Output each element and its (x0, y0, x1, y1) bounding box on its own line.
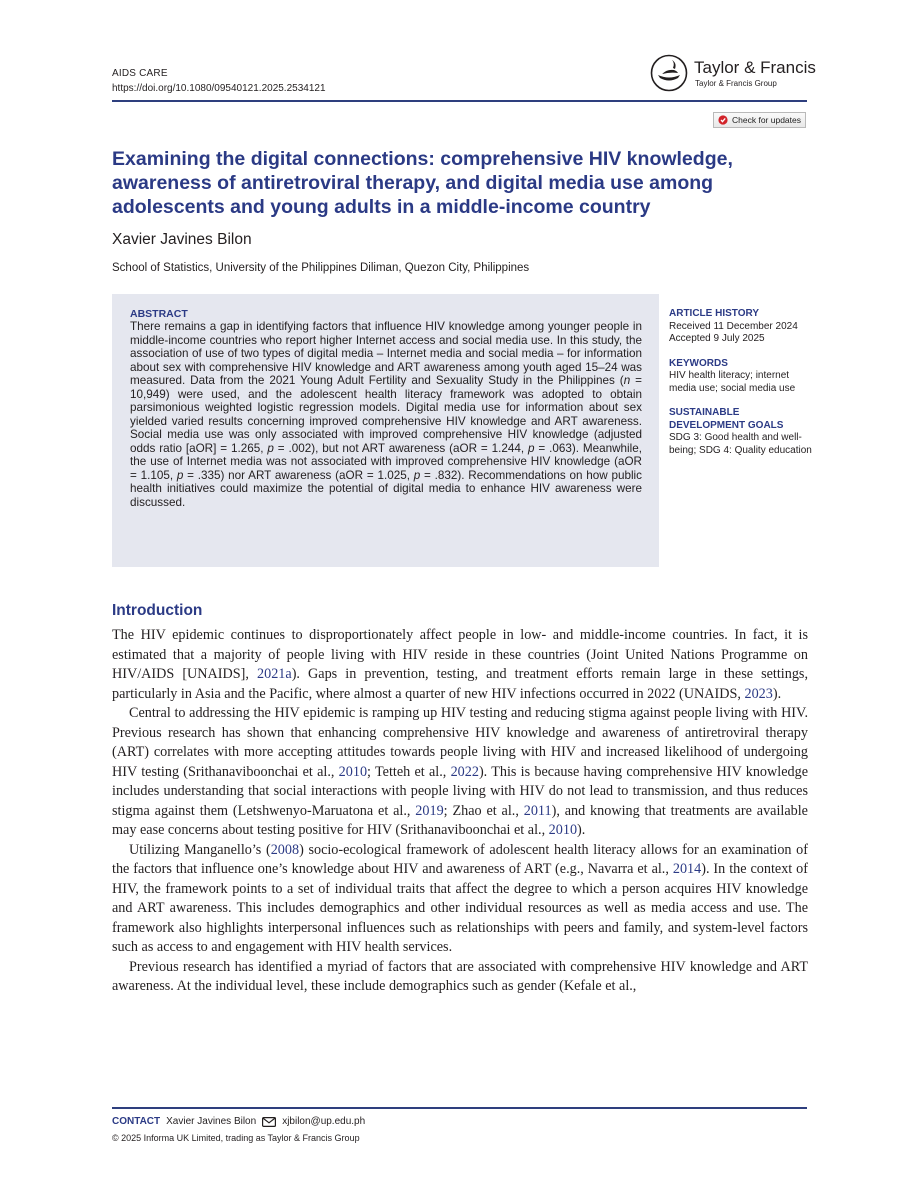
footer-rule (112, 1107, 807, 1109)
citation-link[interactable]: 2021a (257, 666, 292, 682)
citation-link[interactable]: 2023 (744, 685, 773, 702)
publisher-group: Taylor & Francis Group (695, 79, 777, 88)
paragraph-4: Previous research has identified a myriad of factors that are associated with comprehensive HIV knowledge and ART awareness. At the individual level, these include demographics such as gender (Kefale et al., (112, 958, 808, 994)
citation-link[interactable]: 2011 (523, 802, 552, 819)
paragraph-2: Central to addressing the HIV epidemic is ramping up HIV testing and reducing stigma against people living with HIV. Previous research has shown that enhancing comprehensive HIV knowledge and awareness of antiretroviral therapy (ART) correlates with more accepting attitudes towards people living with HIV and increased likelihood of undergoing HIV testing (Srithanaviboonchai et al., 2010; Tetteh et al., 2022). This is because having comprehensive HIV knowledge includes understanding that social interactions with people living with HIV do not lead to transmission, and thus reduces stigma against them (Letshwenyo-Maruatona et al., 2019; Zhao et al., 2011), and knowing that treatments are available may ease concerns about testing positive for HIV (Srithanaviboonchai et al., 2010). (112, 705, 808, 838)
received-date: Received 11 December 2024 (669, 320, 798, 332)
abstract-text: There remains a gap in identifying factors that influence HIV knowledge among younger people in middle-income countries who report higher Internet access and social media use. In this study, the association of use of two types of digital media – Internet media and social media – for information about sex with comprehensive HIV knowledge and ART awareness among youth aged 15–24 was measured. Data from the 2021 Young Adult Fertility and Sexuality Study in the Philippines (n = 10,949) were used, and the adolescent health literacy framework was adopted to obtain parsimonious weighted logistic regression models. Digital media use for information about sex yielded varied results concerning improved comprehensive HIV knowledge and ART awareness. Social media use was only associated with improved comprehensive HIV knowledge (adjusted odds ratio [aOR] = 1.265, p = .002), but not ART awareness (aOR = 1.244, p = .063). Meanwhile, the use of Internet media was not associated with improved comprehensive HIV knowledge (aOR = 1.105, p = .335) nor ART awareness (aOR = 1.025, p = .832). Recommendations on how public health initiatives could maximize the potential of digital media to enhance HIV awareness were discussed. (130, 320, 642, 509)
sdg-section (669, 407, 814, 457)
journal-name: AIDS CARE (112, 68, 168, 79)
citation-link[interactable]: 2019 (415, 802, 444, 819)
citation-link[interactable]: 2008 (270, 841, 300, 858)
doi-link[interactable]: https://doi.org/10.1080/09540121.2025.2534121 (112, 83, 326, 94)
citation-link[interactable]: 2010 (548, 822, 578, 838)
keywords-heading: KEYWORDS (669, 357, 728, 369)
paragraph-1: The HIV epidemic continues to disproportionately affect people in low- and middle-income countries. In fact, it is estimated that a majority of people living with HIV reside in these countries (Joint United Nations Programme on HIV/AIDS [UNAIDS], 2021a). Gaps in prevention, testing, and treatment efforts remain large in these settings, particularly in Asia and the Pacific, where almost a quarter of new HIV infections occurred in 2022 (UNAIDS, 2023). (112, 627, 808, 702)
contact-email[interactable]: xjbilon@up.edu.ph (282, 1116, 366, 1127)
publisher-logo[interactable] (650, 54, 815, 94)
copyright: © 2025 Informa UK Limited, trading as Taylor & Francis Group (112, 1133, 360, 1143)
article-title: Examining the digital connections: comprehensive HIV knowledge, awareness of antiretroviral therapy, and digital media use among adolescents and young adults in a middle-income country (112, 148, 733, 218)
sdg-list: SDG 3: Good health and well-being; SDG 4: Quality education (669, 432, 812, 456)
citation-link[interactable]: 2010 (338, 763, 368, 780)
header-rule (112, 100, 807, 102)
publisher-name: Taylor & Francis (694, 58, 816, 77)
article-sidebar (669, 308, 814, 469)
introduction-heading: Introduction (112, 602, 203, 619)
contact-label: CONTACT (112, 1116, 161, 1127)
article-history (669, 308, 814, 346)
citation-link[interactable]: 2014 (672, 861, 702, 877)
sdg-heading-line-1: SUSTAINABLE (669, 407, 740, 418)
paragraph-3: Utilizing Manganello’s (2008) socio-ecological framework of adolescent health literacy allows for an examination of the factors that influence one’s knowledge about HIV and awareness of ART (e.g., Navarra et al., 2014). In the context of HIV, the framework points to a set of individual traits that affect the degree to which a person acquires HIV knowledge and ART awareness. This includes demographics and other individual resources as well as media access and use. The framework also highlights interpersonal influences such as relationships with peers and family, and system-level factors such as access to and engagement with HIV health services. (112, 841, 808, 955)
crossmark-icon (718, 115, 728, 125)
sdg-heading-line-2: DEVELOPMENT GOALS (669, 419, 784, 431)
check-for-updates-button[interactable] (713, 112, 806, 128)
author-affiliation: School of Statistics, University of the Philippines Diliman, Quezon City, Philippines (112, 262, 530, 274)
abstract-box (112, 294, 659, 567)
publisher-lamp-icon (650, 54, 688, 92)
contact-line (112, 1116, 365, 1127)
check-for-updates-label: Check for updates (732, 115, 801, 125)
history-heading: ARTICLE HISTORY (669, 308, 760, 319)
keywords-list: HIV health literacy; internet media use; social media use (669, 370, 796, 394)
accepted-date: Accepted 9 July 2025 (669, 333, 765, 344)
mail-icon[interactable] (262, 1117, 276, 1127)
author-name: Xavier Javines Bilon (112, 231, 252, 248)
keywords-section (669, 358, 814, 396)
abstract-heading: ABSTRACT (130, 308, 188, 320)
citation-link[interactable]: 2022 (450, 763, 479, 780)
body-text (112, 626, 808, 997)
contact-name: Xavier Javines Bilon (166, 1116, 257, 1127)
